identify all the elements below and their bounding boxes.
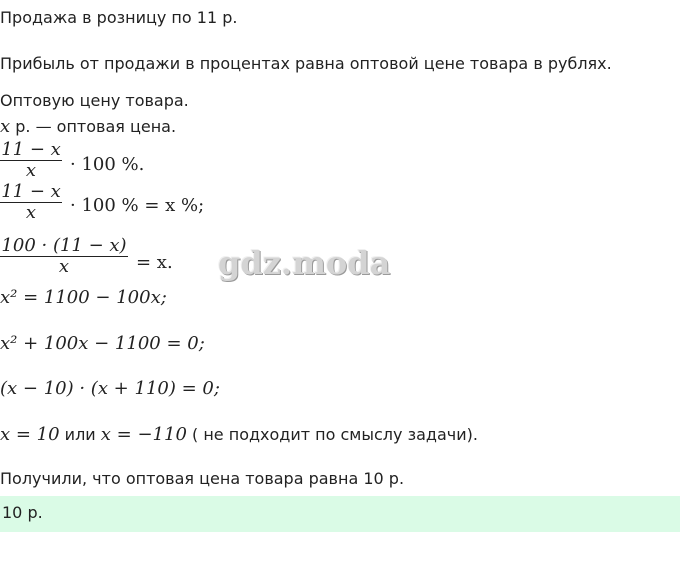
answer-text: 10 р. [2,503,43,522]
text-retail-price: Продажа в розницу по 11 р. [0,8,238,27]
equation-1: x² = 1100 − 100x; [0,287,167,308]
roots-note: ( не подходит по смыслу задачи). [186,425,478,444]
fraction-1 [0,140,62,181]
equation-roots [0,424,478,445]
watermark-logo: gdz.moda [218,244,391,282]
equation-3: (x − 10) · (x + 110) = 0; [0,378,220,399]
roots-or: или [59,425,101,444]
equation-2: x² + 100x − 1100 = 0; [0,333,205,354]
text-variable-def [0,116,176,137]
text-profit-statement: Прибыль от продажи в процентах равна оптовой цене товара в рублях. [0,54,612,73]
fraction-1-tail: · 100 %. [70,154,145,175]
root-2: x = −110 [100,424,187,445]
fraction-3-tail: = x. [136,252,173,273]
fraction-2-denominator: x [25,202,37,223]
answer-box [0,496,680,532]
fraction-3 [0,236,128,277]
var-x: x [0,116,11,137]
fraction-2-tail: · 100 % = x %; [70,195,205,216]
root-1: x = 10 [0,424,60,445]
fraction-3-numerator: 100 · (11 − x) [1,235,127,256]
fraction-2 [0,182,62,223]
text-conclusion: Получили, что оптовая цена товара равна 10 р. [0,469,405,488]
variable-def-text: р. — оптовая цена. [10,117,177,136]
fraction-3-denominator: x [58,256,70,277]
fraction-1-numerator: 11 − x [1,139,61,160]
fraction-1-denominator: x [25,160,37,181]
text-wholesale-heading: Оптовую цену товара. [0,91,189,110]
fraction-2-numerator: 11 − x [1,181,61,202]
